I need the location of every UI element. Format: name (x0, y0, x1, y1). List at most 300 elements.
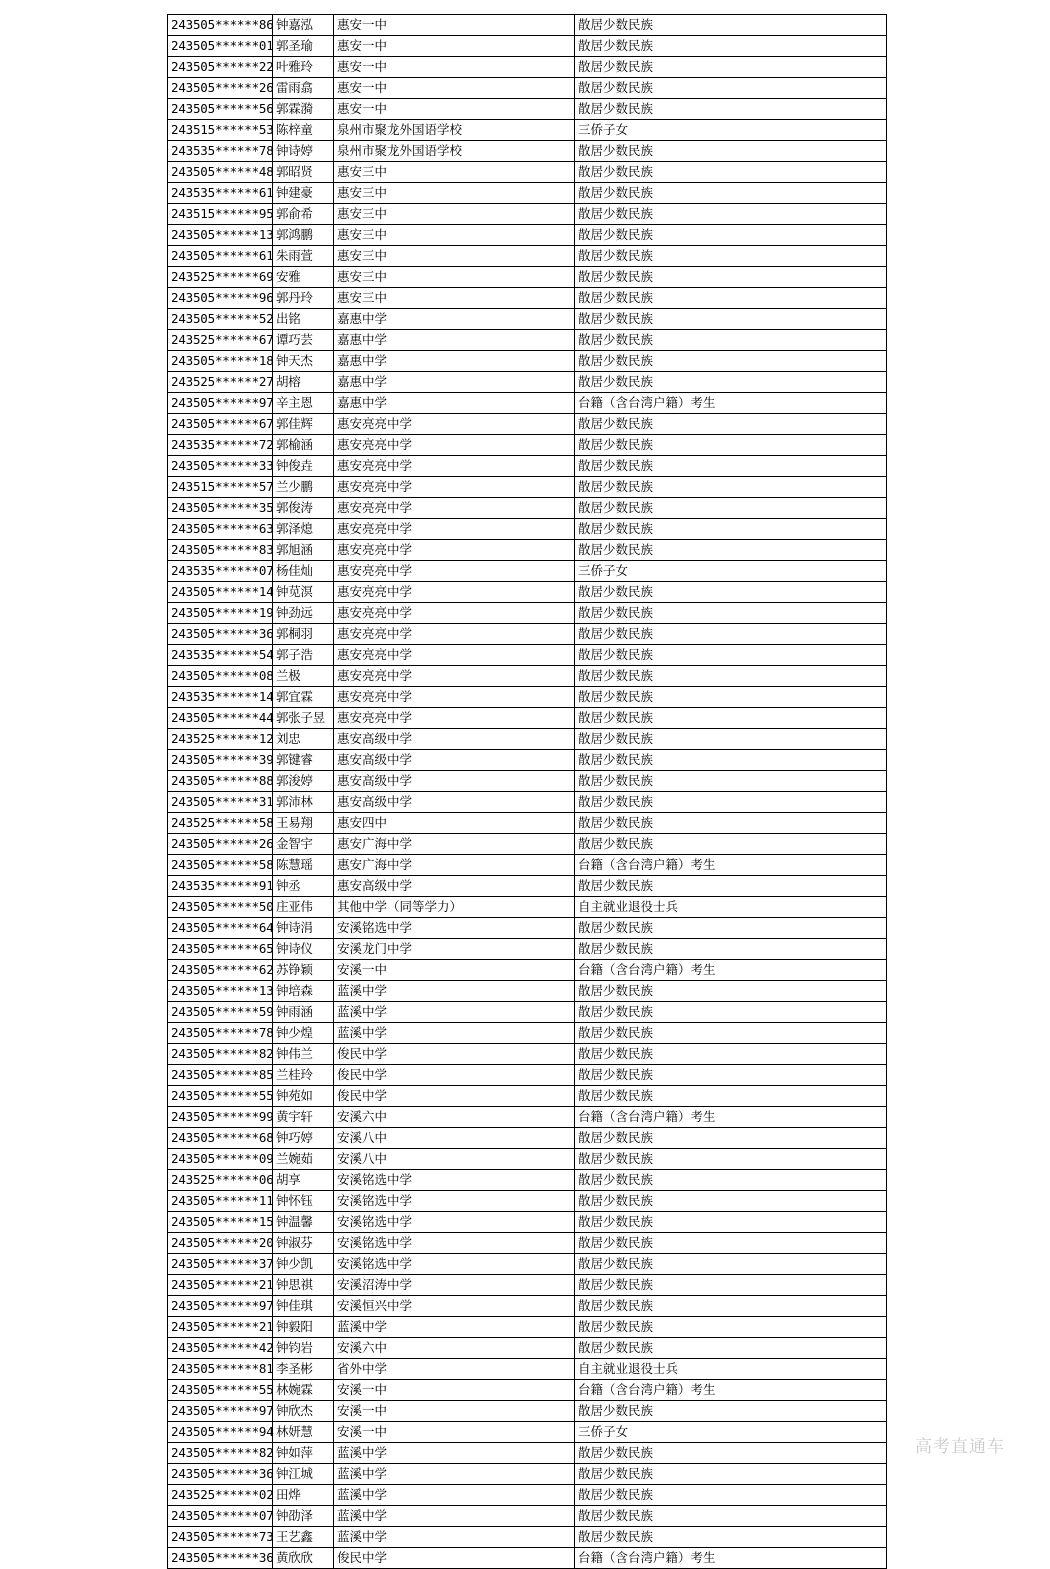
candidate-school-cell: 惠安一中 (334, 78, 575, 99)
candidate-id-cell: 243505******44 (168, 708, 273, 729)
candidate-school-cell: 俊民中学 (334, 1086, 575, 1107)
candidate-id-cell: 243505******13 (168, 981, 273, 1002)
table-row (168, 1023, 887, 1044)
candidate-category-cell: 自主就业退役士兵 (575, 1359, 887, 1380)
candidate-id-cell: 243525******12 (168, 729, 273, 750)
candidate-id-cell: 243505******18 (168, 351, 273, 372)
table-row (168, 36, 887, 57)
candidate-school-cell: 惠安三中 (334, 204, 575, 225)
candidate-name-cell: 田烨 (273, 1485, 334, 1506)
table-row (168, 708, 887, 729)
candidate-category-cell: 散居少数民族 (575, 1212, 887, 1233)
table-row (168, 792, 887, 813)
candidate-school-cell: 蓝溪中学 (334, 1485, 575, 1506)
candidate-category-cell: 散居少数民族 (575, 1065, 887, 1086)
candidate-school-cell: 安溪六中 (334, 1107, 575, 1128)
table-row (168, 15, 887, 36)
candidate-name-cell: 林妍慧 (273, 1422, 334, 1443)
candidate-category-cell: 散居少数民族 (575, 309, 887, 330)
table-row (168, 351, 887, 372)
candidate-school-cell: 蓝溪中学 (334, 1443, 575, 1464)
candidate-id-cell: 243515******53 (168, 120, 273, 141)
table-row (168, 1107, 887, 1128)
candidate-id-cell: 243505******97 (168, 393, 273, 414)
candidate-name-cell: 金智宇 (273, 834, 334, 855)
candidate-name-cell: 郭俞希 (273, 204, 334, 225)
candidate-name-cell: 陈慧瑶 (273, 855, 334, 876)
watermark-text: 高考直通车 (915, 1437, 1005, 1457)
table-row (168, 372, 887, 393)
candidate-name-cell: 钟淑芬 (273, 1233, 334, 1254)
table-row (168, 1317, 887, 1338)
candidate-name-cell: 钟天杰 (273, 351, 334, 372)
candidate-name-cell: 郭沛林 (273, 792, 334, 813)
candidate-id-cell: 243505******36 (168, 1464, 273, 1485)
candidate-school-cell: 安溪八中 (334, 1149, 575, 1170)
candidate-category-cell: 台籍（含台湾户籍）考生 (575, 855, 887, 876)
candidate-name-cell: 钟温馨 (273, 1212, 334, 1233)
candidate-school-cell: 蓝溪中学 (334, 981, 575, 1002)
candidate-category-cell: 散居少数民族 (575, 813, 887, 834)
table-row (168, 1233, 887, 1254)
candidate-category-cell: 散居少数民族 (575, 708, 887, 729)
candidate-school-cell: 惠安亮亮中学 (334, 519, 575, 540)
table-row (168, 1275, 887, 1296)
candidate-id-cell: 243535******61 (168, 183, 273, 204)
candidate-name-cell: 钟嘉泓 (273, 15, 334, 36)
candidate-school-cell: 惠安亮亮中学 (334, 708, 575, 729)
candidate-category-cell: 散居少数民族 (575, 918, 887, 939)
candidate-category-cell: 散居少数民族 (575, 624, 887, 645)
candidate-category-cell: 散居少数民族 (575, 1317, 887, 1338)
candidate-name-cell: 郭榆涵 (273, 435, 334, 456)
table-row (168, 204, 887, 225)
candidate-name-cell: 钟伟兰 (273, 1044, 334, 1065)
candidate-name-cell: 钟诗婷 (273, 141, 334, 162)
candidate-school-cell: 泉州市聚龙外国语学校 (334, 120, 575, 141)
candidate-id-cell: 243505******94 (168, 1422, 273, 1443)
table-row (168, 288, 887, 309)
candidate-category-cell: 散居少数民族 (575, 1002, 887, 1023)
table-row (168, 1401, 887, 1422)
candidate-category-cell: 散居少数民族 (575, 1401, 887, 1422)
candidate-school-cell: 嘉惠中学 (334, 351, 575, 372)
candidate-category-cell: 散居少数民族 (575, 1338, 887, 1359)
candidate-id-cell: 243535******78 (168, 141, 273, 162)
candidate-name-cell: 郭鸿鹏 (273, 225, 334, 246)
candidate-id-cell: 243505******08 (168, 666, 273, 687)
candidate-category-cell: 台籍（含台湾户籍）考生 (575, 393, 887, 414)
candidate-id-cell: 243505******58 (168, 855, 273, 876)
candidate-category-cell: 散居少数民族 (575, 792, 887, 813)
candidate-category-cell: 台籍（含台湾户籍）考生 (575, 1380, 887, 1401)
candidate-category-cell: 散居少数民族 (575, 540, 887, 561)
candidate-school-cell: 安溪铭选中学 (334, 1254, 575, 1275)
candidate-name-cell: 郭泽熄 (273, 519, 334, 540)
candidate-name-cell: 钟苋溟 (273, 582, 334, 603)
table-row (168, 435, 887, 456)
candidate-category-cell: 散居少数民族 (575, 351, 887, 372)
candidate-category-cell: 散居少数民族 (575, 1170, 887, 1191)
candidate-id-cell: 243505******07 (168, 1506, 273, 1527)
candidate-id-cell: 243535******91 (168, 876, 273, 897)
candidate-id-cell: 243505******22 (168, 57, 273, 78)
candidate-name-cell: 郭昭贤 (273, 162, 334, 183)
candidate-category-cell: 散居少数民族 (575, 36, 887, 57)
candidate-category-cell: 散居少数民族 (575, 1275, 887, 1296)
candidate-school-cell: 安溪一中 (334, 1401, 575, 1422)
candidate-name-cell: 谭巧芸 (273, 330, 334, 351)
candidate-id-cell: 243505******14 (168, 582, 273, 603)
candidate-category-cell: 三侨子女 (575, 561, 887, 582)
candidate-school-cell: 安溪一中 (334, 1422, 575, 1443)
candidate-category-cell: 散居少数民族 (575, 162, 887, 183)
candidate-school-cell: 惠安亮亮中学 (334, 561, 575, 582)
candidate-name-cell: 胡享 (273, 1170, 334, 1191)
candidate-name-cell: 安雅 (273, 267, 334, 288)
candidate-id-cell: 243505******82 (168, 1044, 273, 1065)
roster-table-body (168, 15, 887, 1569)
table-row (168, 183, 887, 204)
candidate-school-cell: 惠安四中 (334, 813, 575, 834)
candidate-id-cell: 243505******11 (168, 1191, 273, 1212)
table-row (168, 1149, 887, 1170)
candidate-id-cell: 243505******82 (168, 1443, 273, 1464)
candidate-category-cell: 台籍（含台湾户籍）考生 (575, 960, 887, 981)
candidate-school-cell: 惠安一中 (334, 57, 575, 78)
candidate-name-cell: 郭张子昱 (273, 708, 334, 729)
candidate-school-cell: 惠安三中 (334, 183, 575, 204)
candidate-id-cell: 243505******56 (168, 99, 273, 120)
table-row (168, 876, 887, 897)
table-row (168, 1254, 887, 1275)
table-row (168, 162, 887, 183)
candidate-id-cell: 243535******72 (168, 435, 273, 456)
table-row (168, 57, 887, 78)
candidate-name-cell: 郭旭涵 (273, 540, 334, 561)
table-row (168, 750, 887, 771)
candidate-name-cell: 郭键睿 (273, 750, 334, 771)
candidate-id-cell: 243505******21 (168, 1275, 273, 1296)
table-row (168, 141, 887, 162)
candidate-id-cell: 243505******15 (168, 1212, 273, 1233)
candidate-id-cell: 243525******58 (168, 813, 273, 834)
table-row (168, 414, 887, 435)
table-row (168, 540, 887, 561)
candidate-school-cell: 嘉惠中学 (334, 330, 575, 351)
table-row (168, 939, 887, 960)
table-row (168, 897, 887, 918)
candidate-id-cell: 243505******85 (168, 1065, 273, 1086)
candidate-id-cell: 243505******19 (168, 603, 273, 624)
candidate-category-cell: 散居少数民族 (575, 645, 887, 666)
candidate-id-cell: 243505******26 (168, 78, 273, 99)
candidate-category-cell: 散居少数民族 (575, 141, 887, 162)
candidate-id-cell: 243505******86 (168, 15, 273, 36)
candidate-school-cell: 蓝溪中学 (334, 1527, 575, 1548)
table-row (168, 813, 887, 834)
candidate-school-cell: 俊民中学 (334, 1548, 575, 1569)
table-row (168, 1548, 887, 1569)
candidate-category-cell: 散居少数民族 (575, 372, 887, 393)
candidate-category-cell: 散居少数民族 (575, 603, 887, 624)
candidate-school-cell: 安溪铭选中学 (334, 1170, 575, 1191)
candidate-name-cell: 钟毅阳 (273, 1317, 334, 1338)
candidate-category-cell: 散居少数民族 (575, 834, 887, 855)
candidate-school-cell: 惠安高级中学 (334, 771, 575, 792)
table-row (168, 1128, 887, 1149)
candidate-category-cell: 散居少数民族 (575, 1506, 887, 1527)
table-row (168, 855, 887, 876)
candidate-school-cell: 惠安亮亮中学 (334, 540, 575, 561)
candidate-id-cell: 243525******06 (168, 1170, 273, 1191)
candidate-name-cell: 林婉霖 (273, 1380, 334, 1401)
candidate-name-cell: 兰桂玲 (273, 1065, 334, 1086)
candidate-category-cell: 散居少数民族 (575, 330, 887, 351)
candidate-id-cell: 243505******21 (168, 1317, 273, 1338)
candidate-id-cell: 243505******97 (168, 1401, 273, 1422)
candidate-school-cell: 安溪沼涛中学 (334, 1275, 575, 1296)
candidate-id-cell: 243505******52 (168, 309, 273, 330)
table-row (168, 1338, 887, 1359)
table-row (168, 582, 887, 603)
candidate-name-cell: 刘忠 (273, 729, 334, 750)
candidate-category-cell: 散居少数民族 (575, 1023, 887, 1044)
candidate-school-cell: 嘉惠中学 (334, 372, 575, 393)
candidate-category-cell: 散居少数民族 (575, 183, 887, 204)
candidate-category-cell: 三侨子女 (575, 120, 887, 141)
table-row (168, 498, 887, 519)
candidate-id-cell: 243505******37 (168, 1254, 273, 1275)
table-row (168, 1065, 887, 1086)
table-row (168, 666, 887, 687)
table-row (168, 225, 887, 246)
candidate-school-cell: 安溪铭选中学 (334, 1212, 575, 1233)
table-row (168, 834, 887, 855)
candidate-id-cell: 243505******01 (168, 36, 273, 57)
candidate-school-cell: 安溪铭选中学 (334, 918, 575, 939)
table-row (168, 645, 887, 666)
table-row (168, 393, 887, 414)
candidate-name-cell: 叶雅玲 (273, 57, 334, 78)
table-row (168, 519, 887, 540)
candidate-name-cell: 钟诗仪 (273, 939, 334, 960)
candidate-category-cell: 三侨子女 (575, 1422, 887, 1443)
candidate-name-cell: 钟思祺 (273, 1275, 334, 1296)
candidate-id-cell: 243525******69 (168, 267, 273, 288)
candidate-name-cell: 黄欣欣 (273, 1548, 334, 1569)
candidate-category-cell: 散居少数民族 (575, 666, 887, 687)
candidate-id-cell: 243505******83 (168, 540, 273, 561)
candidate-school-cell: 惠安三中 (334, 288, 575, 309)
candidate-name-cell: 钟少煌 (273, 1023, 334, 1044)
candidate-id-cell: 243515******95 (168, 204, 273, 225)
candidate-name-cell: 辛主恩 (273, 393, 334, 414)
candidate-category-cell: 散居少数民族 (575, 1464, 887, 1485)
candidate-school-cell: 惠安三中 (334, 162, 575, 183)
table-row (168, 99, 887, 120)
candidate-school-cell: 安溪恒兴中学 (334, 1296, 575, 1317)
candidate-id-cell: 243525******02 (168, 1485, 273, 1506)
table-row (168, 729, 887, 750)
candidate-school-cell: 惠安三中 (334, 267, 575, 288)
candidate-id-cell: 243505******64 (168, 918, 273, 939)
candidate-name-cell: 钟劭泽 (273, 1506, 334, 1527)
candidate-name-cell: 出铭 (273, 309, 334, 330)
candidate-id-cell: 243505******81 (168, 1359, 273, 1380)
candidate-id-cell: 243505******55 (168, 1086, 273, 1107)
candidate-name-cell: 钟丞 (273, 876, 334, 897)
candidate-school-cell: 惠安亮亮中学 (334, 456, 575, 477)
table-row (168, 1191, 887, 1212)
candidate-name-cell: 兰婉茹 (273, 1149, 334, 1170)
candidate-category-cell: 散居少数民族 (575, 876, 887, 897)
candidate-name-cell: 钟俊垚 (273, 456, 334, 477)
candidate-category-cell: 散居少数民族 (575, 519, 887, 540)
table-row (168, 330, 887, 351)
candidate-school-cell: 惠安广海中学 (334, 855, 575, 876)
candidate-category-cell: 台籍（含台湾户籍）考生 (575, 1548, 887, 1569)
table-row (168, 687, 887, 708)
candidate-id-cell: 243535******54 (168, 645, 273, 666)
candidate-school-cell: 蓝溪中学 (334, 1317, 575, 1338)
candidate-school-cell: 惠安一中 (334, 15, 575, 36)
candidate-category-cell: 散居少数民族 (575, 1191, 887, 1212)
candidate-category-cell: 散居少数民族 (575, 1044, 887, 1065)
candidate-school-cell: 安溪一中 (334, 1380, 575, 1401)
candidate-category-cell: 散居少数民族 (575, 477, 887, 498)
table-row (168, 1422, 887, 1443)
candidate-category-cell: 散居少数民族 (575, 78, 887, 99)
candidate-category-cell: 散居少数民族 (575, 246, 887, 267)
candidate-id-cell: 243505******88 (168, 771, 273, 792)
candidate-id-cell: 243505******99 (168, 1107, 273, 1128)
table-row (168, 267, 887, 288)
candidate-name-cell: 郭浚婷 (273, 771, 334, 792)
candidate-name-cell: 钟如萍 (273, 1443, 334, 1464)
candidate-category-cell: 散居少数民族 (575, 1296, 887, 1317)
candidate-school-cell: 惠安高级中学 (334, 750, 575, 771)
candidate-id-cell: 243505******67 (168, 414, 273, 435)
candidate-name-cell: 王艺鑫 (273, 1527, 334, 1548)
candidate-category-cell: 散居少数民族 (575, 582, 887, 603)
candidate-category-cell: 散居少数民族 (575, 981, 887, 1002)
candidate-school-cell: 蓝溪中学 (334, 1023, 575, 1044)
candidate-name-cell: 陈梓童 (273, 120, 334, 141)
table-row (168, 1380, 887, 1401)
table-row (168, 1443, 887, 1464)
table-row (168, 918, 887, 939)
candidate-category-cell: 散居少数民族 (575, 1233, 887, 1254)
candidate-id-cell: 243505******33 (168, 456, 273, 477)
candidate-name-cell: 钟培森 (273, 981, 334, 1002)
candidate-category-cell: 散居少数民族 (575, 414, 887, 435)
candidate-id-cell: 243505******36 (168, 1548, 273, 1569)
candidate-name-cell: 郭俊涛 (273, 498, 334, 519)
candidate-name-cell: 黄宇轩 (273, 1107, 334, 1128)
candidate-id-cell: 243505******26 (168, 834, 273, 855)
table-row (168, 1002, 887, 1023)
candidate-name-cell: 郭宜霖 (273, 687, 334, 708)
candidate-school-cell: 其他中学（同等学力） (334, 897, 575, 918)
table-row (168, 1296, 887, 1317)
candidate-id-cell: 243505******39 (168, 750, 273, 771)
candidate-category-cell: 自主就业退役士兵 (575, 897, 887, 918)
candidate-category-cell: 散居少数民族 (575, 1128, 887, 1149)
candidate-name-cell: 钟欣杰 (273, 1401, 334, 1422)
candidate-id-cell: 243505******68 (168, 1128, 273, 1149)
candidate-id-cell: 243505******65 (168, 939, 273, 960)
candidate-school-cell: 惠安广海中学 (334, 834, 575, 855)
candidate-name-cell: 兰少鹏 (273, 477, 334, 498)
table-row (168, 1086, 887, 1107)
table-row (168, 561, 887, 582)
candidate-category-cell: 散居少数民族 (575, 15, 887, 36)
candidate-name-cell: 钟巧婷 (273, 1128, 334, 1149)
candidate-category-cell: 散居少数民族 (575, 1485, 887, 1506)
candidate-name-cell: 钟建豪 (273, 183, 334, 204)
candidate-school-cell: 惠安一中 (334, 99, 575, 120)
candidate-school-cell: 俊民中学 (334, 1065, 575, 1086)
candidate-school-cell: 蓝溪中学 (334, 1002, 575, 1023)
table-row (168, 1485, 887, 1506)
table-row (168, 246, 887, 267)
candidate-id-cell: 243505******50 (168, 897, 273, 918)
candidate-id-cell: 243535******14 (168, 687, 273, 708)
table-row (168, 1506, 887, 1527)
candidate-name-cell: 李圣彬 (273, 1359, 334, 1380)
candidate-id-cell: 243505******31 (168, 792, 273, 813)
candidate-id-cell: 243505******36 (168, 624, 273, 645)
table-row (168, 981, 887, 1002)
candidate-school-cell: 惠安一中 (334, 36, 575, 57)
candidate-id-cell: 243535******07 (168, 561, 273, 582)
candidate-name-cell: 钟佳琪 (273, 1296, 334, 1317)
candidate-id-cell: 243505******13 (168, 225, 273, 246)
candidate-school-cell: 惠安亮亮中学 (334, 645, 575, 666)
candidate-school-cell: 安溪一中 (334, 960, 575, 981)
roster-table-container (167, 14, 886, 1569)
candidate-name-cell: 郭霖漪 (273, 99, 334, 120)
candidate-school-cell: 嘉惠中学 (334, 309, 575, 330)
table-row (168, 1044, 887, 1065)
candidate-id-cell: 243505******09 (168, 1149, 273, 1170)
candidate-id-cell: 243505******73 (168, 1527, 273, 1548)
candidate-school-cell: 惠安高级中学 (334, 729, 575, 750)
candidate-category-cell: 散居少数民族 (575, 57, 887, 78)
table-row (168, 1527, 887, 1548)
candidate-school-cell: 俊民中学 (334, 1044, 575, 1065)
candidate-category-cell: 散居少数民族 (575, 1086, 887, 1107)
candidate-category-cell: 散居少数民族 (575, 498, 887, 519)
table-row (168, 1359, 887, 1380)
candidate-category-cell: 散居少数民族 (575, 729, 887, 750)
candidate-school-cell: 惠安亮亮中学 (334, 603, 575, 624)
candidate-id-cell: 243505******61 (168, 246, 273, 267)
candidate-name-cell: 郭丹玲 (273, 288, 334, 309)
candidate-id-cell: 243505******97 (168, 1296, 273, 1317)
table-row (168, 1212, 887, 1233)
candidate-name-cell: 钟雨涵 (273, 1002, 334, 1023)
candidate-name-cell: 钟诗涓 (273, 918, 334, 939)
table-row (168, 456, 887, 477)
candidate-school-cell: 安溪铭选中学 (334, 1191, 575, 1212)
candidate-school-cell: 惠安高级中学 (334, 876, 575, 897)
table-row (168, 1170, 887, 1191)
candidate-school-cell: 泉州市聚龙外国语学校 (334, 141, 575, 162)
candidate-category-cell: 散居少数民族 (575, 204, 887, 225)
candidate-school-cell: 安溪龙门中学 (334, 939, 575, 960)
